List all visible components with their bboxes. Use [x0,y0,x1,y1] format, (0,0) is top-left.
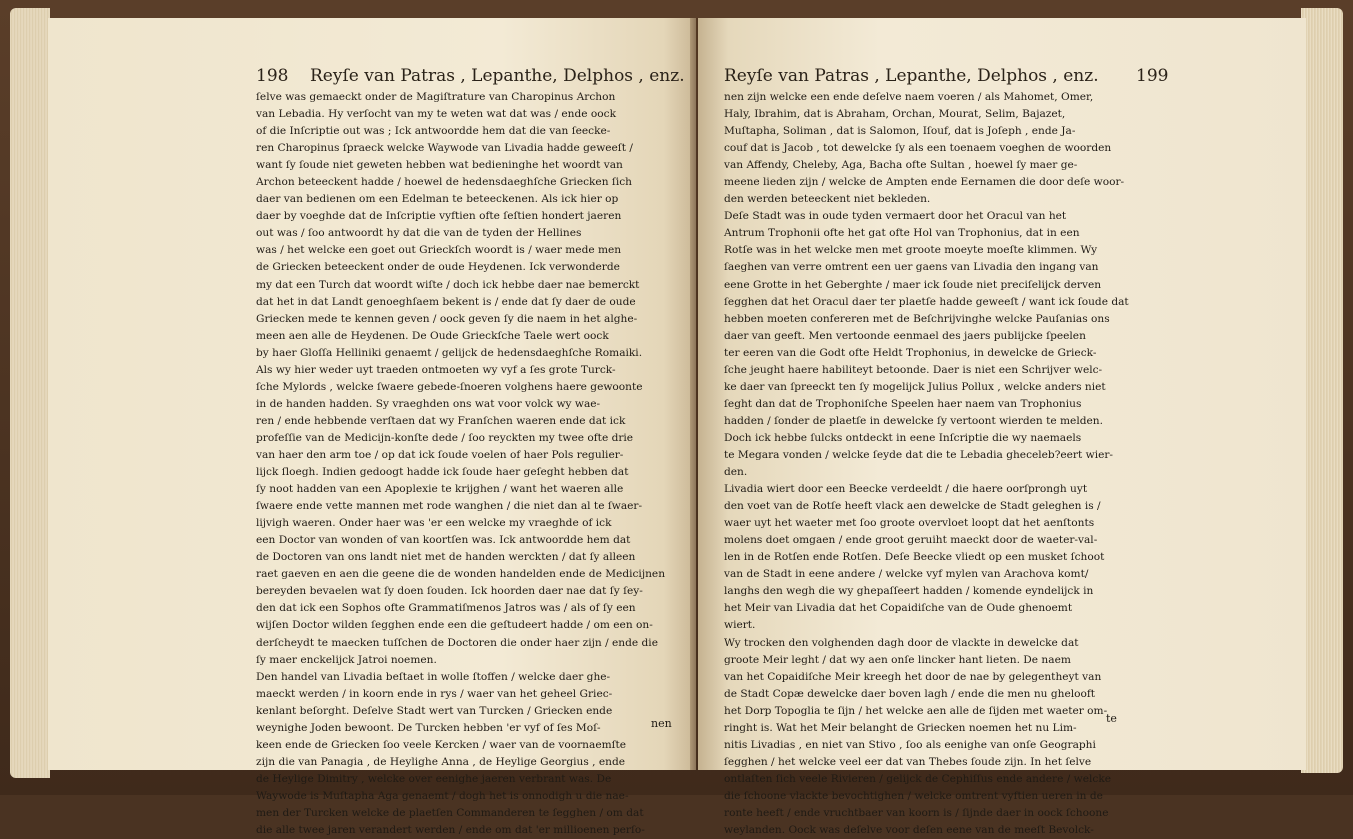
text-line: profeſſie van de Medicijn-konſte dede / ſoo reyckten my twee ofte drie [256,431,634,444]
text-line: ter eeren van die Godt ofte Heldt Trophonius, in dewelcke de Grieck- [724,346,1097,359]
text-line: Griecken mede te kennen geven / oock geven ſy die naem in het alghe- [256,312,638,325]
text-line: lijck ſloegh. Indien gedoogt hadde ick ſoude haer geſeght hebben dat [256,466,629,479]
text-line: Deſe Stadt was in oude tyden vermaert door het Oracul van het [724,210,1067,223]
text-line: ren / ende hebbende verſtaen dat wy Franſchen waeren ende dat ick [256,414,626,427]
text-line: die alle twee jaren verandert werden / ende om dat 'er millioenen perſo- [256,824,645,837]
text-line: van het Copaidiſche Meir kreegh het door de nae by gelegentheyt van [724,670,1102,683]
text-line: van haer den arm toe / op dat ick ſoude voelen of haer Pols regulier- [256,448,624,461]
text-line: van Lebadia. Hy verſocht van my te weten wat dat was / ende oock [256,108,617,121]
text-line: ſegghen dat het Oracul daer ter plaetſe hadde geweeſt / want ick ſoude dat [724,295,1129,308]
text-line: ſche Mylords , welcke ſwaere gebede-ſnoeren volghens haere gewoonte [256,380,643,393]
catchword: te [1106,712,1117,725]
text-line: den werden beteeckent niet bekleden. [724,193,931,206]
text-line: die ſchoone vlackte bevochtighen / welcke omtrent vyftien ueren in de [724,789,1103,802]
page-number: 198 [256,66,289,86]
text-line: weynighe Joden bewoont. De Turcken hebben 'er vyf of ſes Moſ- [256,721,601,734]
text-line: ronte heeft / ende vruchtbaer van koorn is / ſijnde daer in oock ſchoone [724,806,1109,819]
text-line: nitis Livadias , en niet van Stivo , ſoo als eenighe van onſe Geographi [724,738,1096,751]
text-line: ren Charopinus ſpraeck welcke Waywode van Livadia hadde geweeſt / [256,142,633,155]
text-line: daer van geeft. Men vertoonde eenmael des jaers publijcke ſpeelen [724,329,1086,342]
text-line: de Doctoren van ons landt niet met de handen werckten / dat ſy alleen [256,551,636,564]
text-line: ſelve was gemaeckt onder de Magiſtrature van Charopinus Archon [256,91,616,103]
text-line: raet gaeven en aen die geene die de wonden handelden ende de Medicijnen [256,568,666,581]
text-line: was / het welcke een goet out Grieckſch woordt is / waer mede men [256,244,622,257]
text-line: het Dorp Topoglia te ſijn / het welcke aen alle de ſijden met waeter om- [724,704,1108,717]
text-line: Rotſe was in het welcke men met groote moeyte moeſte klimmen. Wy [724,244,1098,257]
text-line: men der Turcken welcke de plaetſen Commanderen te ſegghen / om dat [256,806,644,819]
text-line: het Meir van Livadia dat het Copaidiſche van de Oude ghenoemt [724,602,1073,615]
text-line: te Megara vonden / welcke ſeyde dat die te Lebadia gheceleb?eert wier- [724,448,1113,461]
text-line: couf dat is Jacob , tot dewelcke ſy als een toenaem voeghen de woorden [724,142,1112,155]
text-line: den dat ick een Sophos ofte Grammatiſmenos Jatros was / als of ſy een [256,602,636,615]
page-body-text [256,89,676,839]
text-line: of die Inſcriptie out was ; Ick antwoordde hem dat die van ſeecke- [256,125,611,138]
text-line: langhs den wegh die wy ghepaſſeert hadden / komende eyndelijck in [724,585,1094,598]
text-line: daer by voeghde dat de Inſcriptie vyftien ofte ſeſtien hondert jaeren [256,210,622,223]
text-line: lijvigh waeren. Onder haer was 'er een welcke my vraeghde of ick [256,517,612,530]
text-line: in de handen hadden. Sy vraeghden ons wat voor volck wy wae- [256,397,601,410]
text-line: out was / ſoo antwoordt hy dat die van de tyden der Hellines [256,227,582,240]
text-line: Muſtapha, Soliman , dat is Salomon, Iſouf, dat is Joſeph , ende Ja- [724,125,1076,138]
text-line: Livadia wiert door een Beecke verdeeldt / die haere oorſprongh uyt [724,483,1088,496]
text-line: ontlaſten ſich veele Rivieren / gelijck de Cephiſſus ende andere / welcke [724,772,1112,785]
text-line: de Heylige Dimitry , welcke over eenighe jaeren verbrant was. De [256,772,612,785]
text-line: ringht is. Wat het Meir belanght de Griecken noemen het nu Lim- [724,721,1077,734]
text-line: keen ende de Griecken ſoo veele Kercken / waer van de voornaemſte [256,738,627,751]
text-line: van Affendy, Cheleby, Aga, Bacha ofte Sultan , hoewel ſy maer ge- [724,159,1078,172]
running-head: Reyſe van Patras , Lepanthe, Delphos , enz. [724,66,1099,86]
text-line: ſche jeught haere habiliteyt betoonde. Daer is niet een Schrijver welc- [724,363,1103,376]
text-line: waer uyt het waeter met ſoo groote overvloet loopt dat het aenſtonts [724,517,1095,530]
text-line: daer van bedienen om een Edelman te beteeckenen. Als ick hier op [256,193,619,206]
text-line: ſeght dan dat de Trophoniſche Speelen haer naem van Trophonius [724,397,1082,410]
text-line: de Stadt Copæ dewelcke daer boven lagh / ende die men nu ghelooft [724,687,1096,700]
text-line: de Griecken beteeckent onder de oude Heydenen. Ick verwonderde [256,261,620,274]
text-line: weylanden. Oock was deſelve voor deſen eene van de meeſt Bevolck- [724,824,1094,837]
text-line: ſwaere ende vette mannen met rode wanghen / die niet dan al te ſwaer- [256,500,643,513]
text-line: ſegghen / het welcke veel eer dat van Thebes ſoude zijn. In het ſelve [724,755,1092,768]
text-line: want ſy ſoude niet geweten hebben wat bedieninghe het woordt van [256,159,623,172]
text-line: len in de Rotſen ende Rotſen. Deſe Beecke vliedt op een musket ſchoot [724,551,1105,564]
page-number: 199 [1136,66,1169,86]
text-line: Wy trocken den volghenden dagh door de vlackte in dewelcke dat [724,636,1079,649]
text-line: meen aen alle de Heydenen. De Oude Grieckſche Taele wert oock [256,329,609,342]
page-body-text [724,89,1161,839]
text-line: hadden / ſonder de plaetſe in dewelcke ſy vertoont wierden te melden. [724,414,1103,427]
text-line: Haly, Ibrahim, dat is Abraham, Orchan, Mourat, Selim, Bajazet, [724,108,1066,121]
text-line: eene Grotte in het Geberghte / maer ick ſoude niet preciſelijck derven [724,278,1102,291]
page-edges-right [1301,8,1343,773]
text-line: ſy maer enckelijck Jatroi noemen. [256,653,437,666]
text-line: Archon beteeckent hadde / hoewel de hedensdaeghſche Griecken ſich [256,176,632,189]
text-line: wiert. [724,619,756,632]
text-line: Als wy hier weder uyt traeden ontmoeten wy vyf a ſes grote Turck- [256,363,616,376]
text-line: ſaeghen van verre omtrent een uer gaens van Livadia den ingang van [724,261,1099,274]
text-line: zijn die van Panagia , de Heylighe Anna , de Heylige Georgius , ende [256,755,626,768]
text-line: Den handel van Livadia beſtaet in wolle ſtoffen / welcke daer ghe- [256,670,611,683]
text-line: meene lieden zijn / welcke de Ampten ende Eernamen die door deſe woor- [724,176,1125,189]
text-line: molens doet omgaen / ende groot geruiht maeckt door de waeter-val- [724,534,1098,547]
text-line: derſcheydt te maecken tuſſchen de Doctoren die onder haer zijn / ende die [256,636,658,649]
text-line: een Doctor van wonden of van koortſen was. Ick antwoordde hem dat [256,534,631,547]
text-line: nen zijn welcke een ende deſelve naem voeren / als Mahomet, Omer, [724,91,1094,103]
text-line: my dat een Turch dat woordt wiſte / doch ick hebbe daer nae bemerckt [256,278,640,291]
text-line: ke daer van ſpreeckt ten ſy mogelijck Julius Pollux , welcke anders niet [724,380,1106,393]
catchword: nen [651,717,672,730]
text-line: den voet van de Rotſe heeft vlack aen dewelcke de Stadt geleghen is / [724,500,1101,513]
text-line: hebben moeten confereren met de Beſchrijvinghe welcke Pauſanias ons [724,312,1110,325]
text-line: van de Stadt in eene andere / welcke vyf mylen van Arachova komt/ [724,568,1089,581]
text-line: kenlant beſorght. Deſelve Stadt wert van Turcken / Griecken ende [256,704,613,717]
left-page [48,18,696,837]
text-line: Antrum Trophonii ofte het gat ofte Hol van Trophonius, dat in een [724,227,1080,240]
text-line: Doch ick hebbe ſulcks ontdeckt in eene Inſcriptie die wy naemaels [724,431,1082,444]
text-line: wijſen Doctor wilden ſegghen ende een die geſtudeert hadde / om een on- [256,619,653,632]
text-line: dat het in dat Landt genoeghſaem bekent is / ende dat ſy daer de oude [256,295,636,308]
text-line: den. [724,466,748,479]
text-line: Waywode is Muſtapha Aga genaemt / dogh het is onnodigh u die nae- [256,789,629,802]
text-line: bereyden bevaelen wat ſy doen ſouden. Ick hoorden daer nae dat ſy ſey- [256,585,643,598]
text-line: maeckt werden / in koorn ende in rys / waer van het geheel Griec- [256,687,613,700]
text-line: by haer Gloſſa Helliniki genaemt / gelijck de hedensdaeghſche Romaiki. [256,346,643,359]
running-head: Reyſe van Patras , Lepanthe, Delphos , enz. [310,66,685,86]
text-line: ſy noot hadden van een Apoplexie te krijghen / want het waeren alle [256,483,624,496]
right-page [698,18,1306,837]
text-line: groote Meir leght / dat wy aen onſe lincker hant lieten. De naem [724,653,1071,666]
page-edges-left [10,8,50,778]
